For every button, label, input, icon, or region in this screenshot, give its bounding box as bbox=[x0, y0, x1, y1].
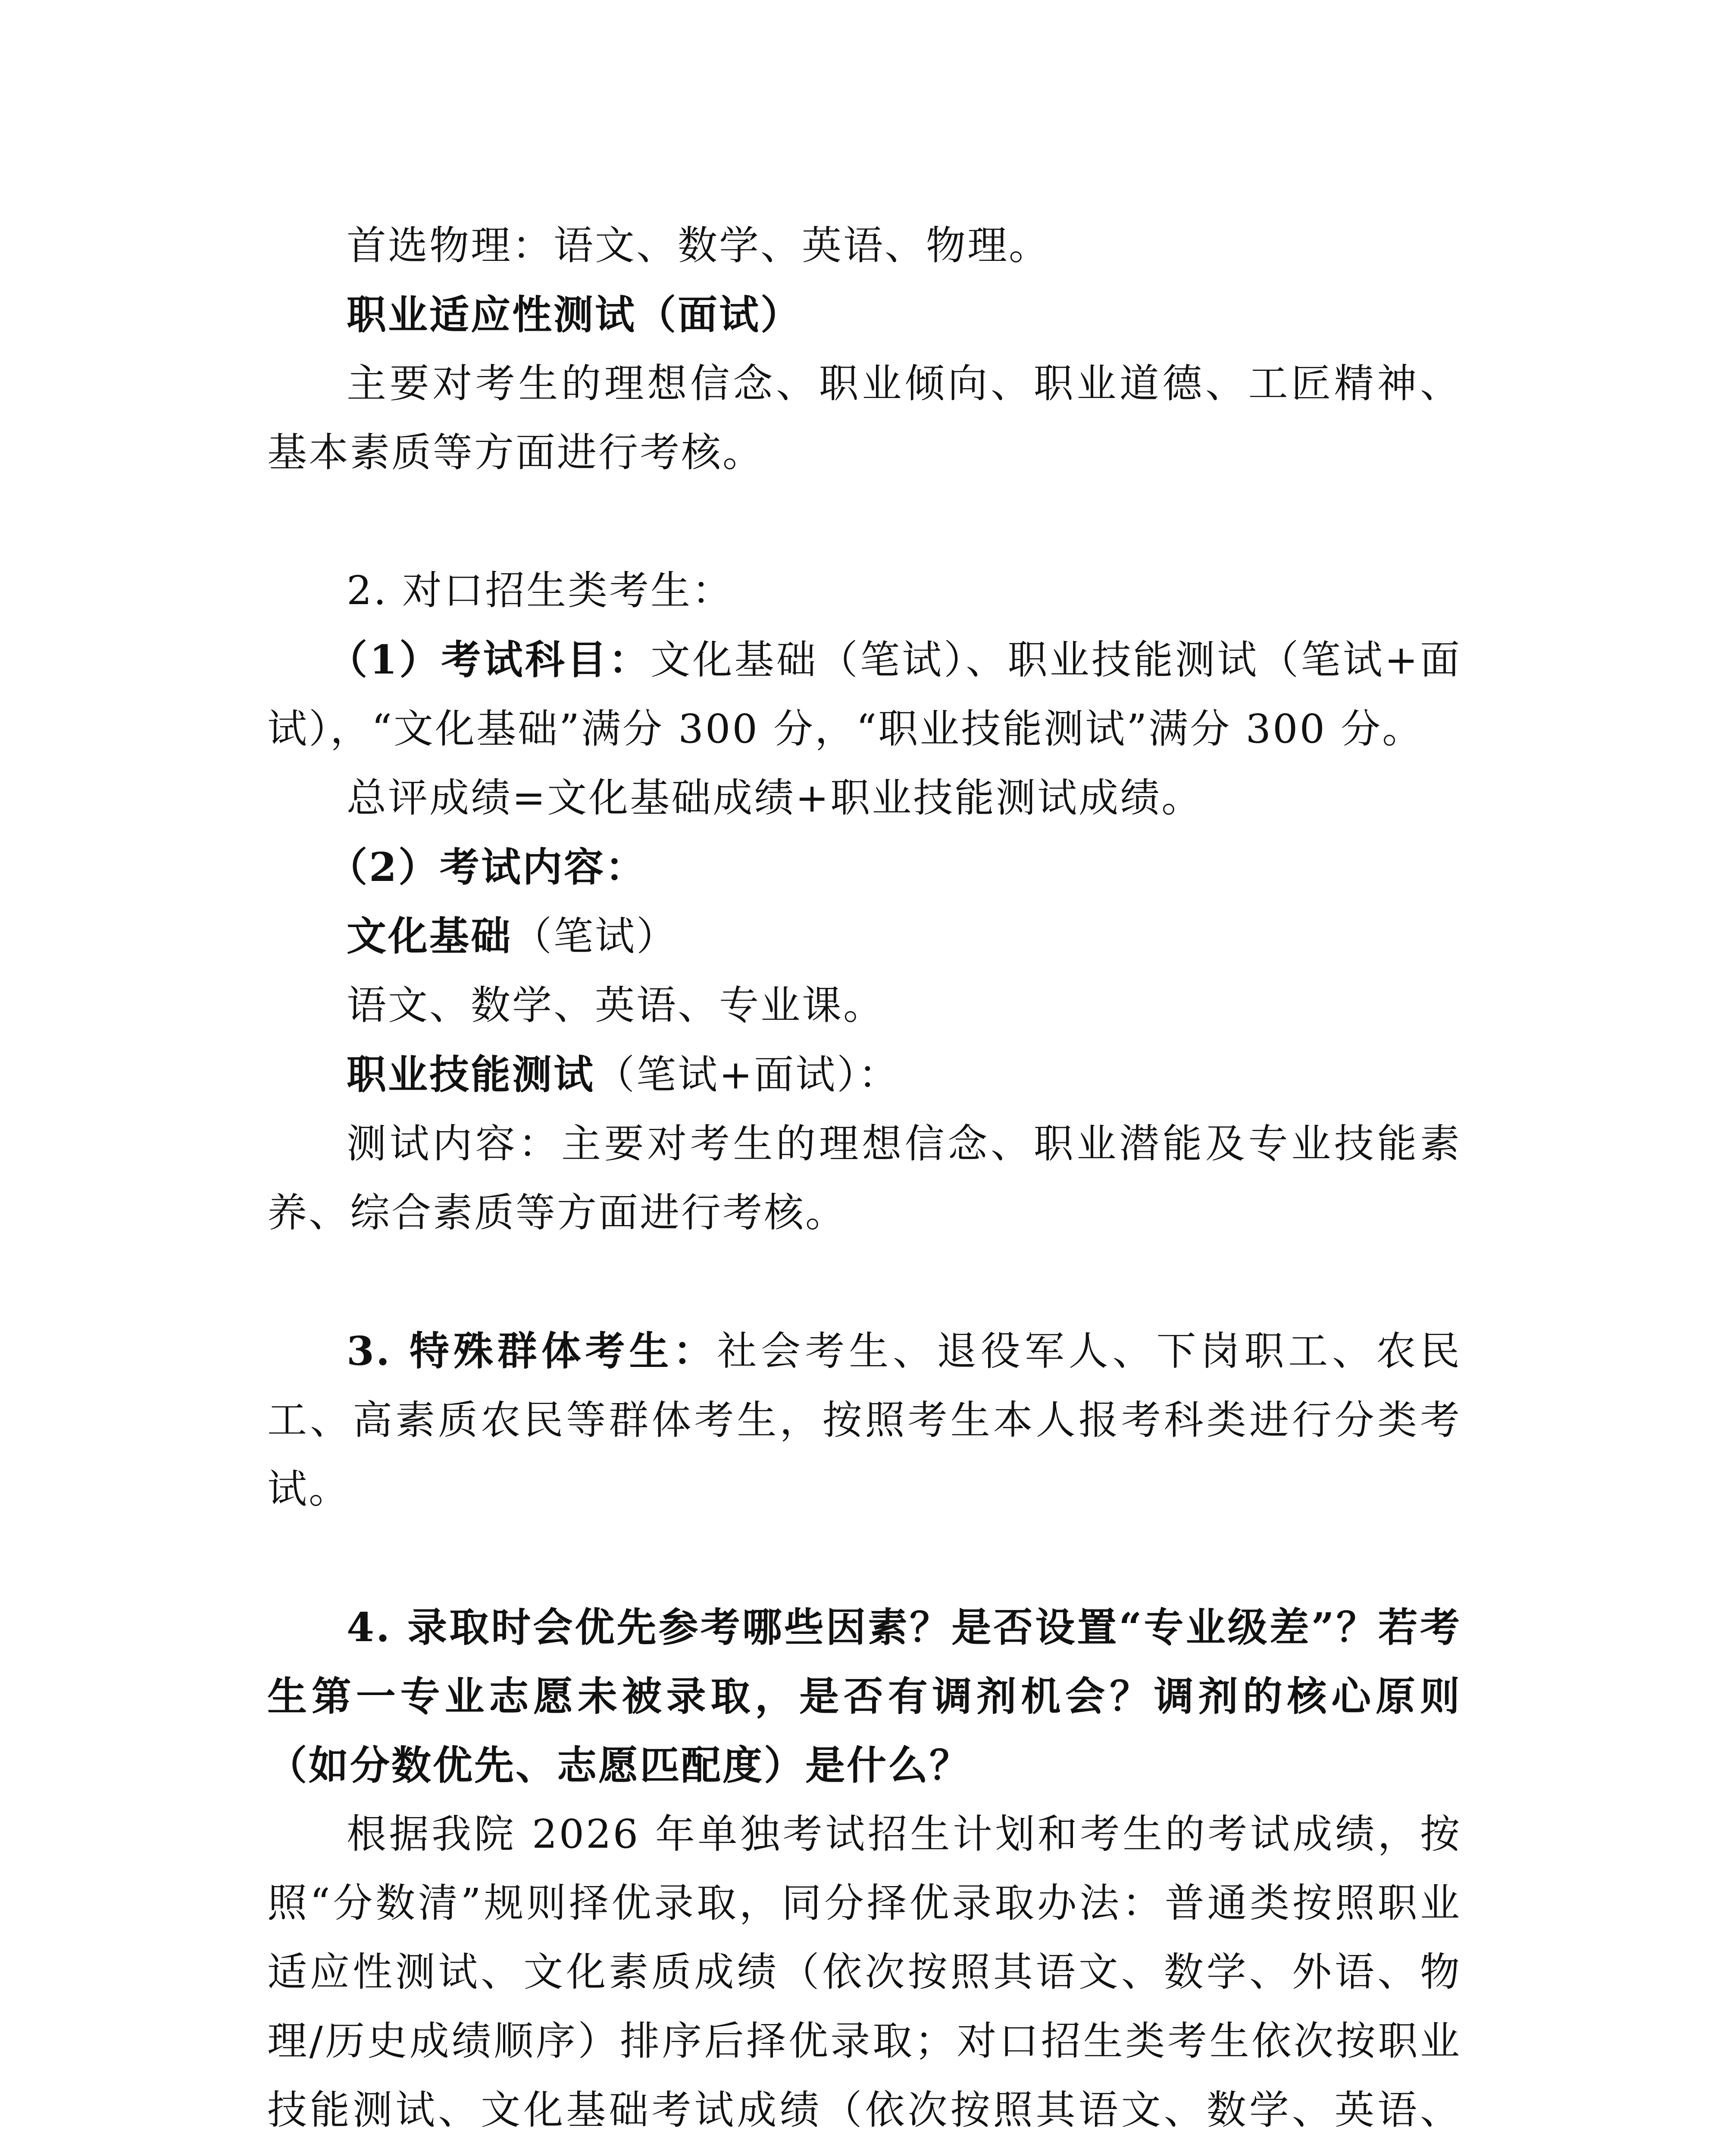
section-spacer bbox=[267, 1247, 1461, 1316]
wenhua-suffix: （笔试） bbox=[512, 913, 678, 959]
question-4: 4. 录取时会优先参考哪些因素？是否设置“专业级差”？若考生第一专业志愿未被录取，是否有调剂机会？调剂的核心原则（如分数优先、志愿匹配度）是什么？ bbox=[267, 1604, 1461, 1789]
heading-exam-content: （2）考试内容： bbox=[328, 844, 647, 890]
section-spacer bbox=[267, 1524, 1461, 1593]
heading-skill-test bbox=[267, 1040, 1461, 1109]
paragraph-special-groups bbox=[267, 1316, 1461, 1524]
heading-wenhua bbox=[267, 902, 1461, 971]
paragraph-exam-subjects bbox=[267, 625, 1461, 764]
paragraph-wenhua-subjects: 语文、数学、英语、专业课。 bbox=[347, 982, 885, 1028]
special-groups-text: 社会考生、退役军人、下岗职工、农民工、高素质农民等群体考生，按照考生本人报考科类进行分类考试。 bbox=[267, 1328, 1461, 1512]
section-spacer bbox=[267, 487, 1461, 556]
paragraph-total-score: 总评成绩=文化基础成绩+职业技能测试成绩。 bbox=[347, 775, 1203, 821]
paragraph-skill-test-content: 测试内容：主要对考生的理想信念、职业潜能及专业技能素养、综合素质等方面进行考核。 bbox=[267, 1121, 1461, 1236]
paragraph-aptitude-content: 主要对考生的理想信念、职业倾向、职业道德、工匠精神、基本素质等方面进行考核。 bbox=[267, 360, 1461, 476]
wenhua-label: 文化基础 bbox=[347, 913, 513, 959]
skill-test-suffix: （笔试+面试）： bbox=[595, 1052, 900, 1098]
document-body bbox=[267, 211, 1461, 2156]
heading-section-2: 2. 对口招生类考生： bbox=[347, 567, 734, 614]
skill-test-label: 职业技能测试 bbox=[347, 1051, 595, 1098]
special-groups-label: 3. 特殊群体考生： bbox=[347, 1328, 717, 1374]
exam-subjects-text: 文化基础（笔试）、职业技能测试（笔试+面试），“文化基础”满分 300 分，“职业技能测试”满分 300 分。 bbox=[267, 637, 1461, 752]
exam-subjects-label: （1）考试科目： bbox=[328, 636, 651, 683]
paragraph-physics-subjects: 首选物理：语文、数学、英语、物理。 bbox=[347, 222, 1051, 269]
answer-4-paragraph-1: 根据我院 2026 年单独考试招生计划和考生的考试成绩，按照“分数清”规则择优录取，同分择优录取办法：普通类按照职业适应性测试、文化素质成绩（依次按照其语文、数学、外语、物理/历史成绩顺序）排序后择优录取；对口招生类考生依次按职业技能测试、文化基础考试成绩（依次按照其语文、数学、英语、 bbox=[267, 1811, 1461, 2133]
heading-aptitude-interview: 职业适应性测试（面试） bbox=[347, 291, 802, 338]
